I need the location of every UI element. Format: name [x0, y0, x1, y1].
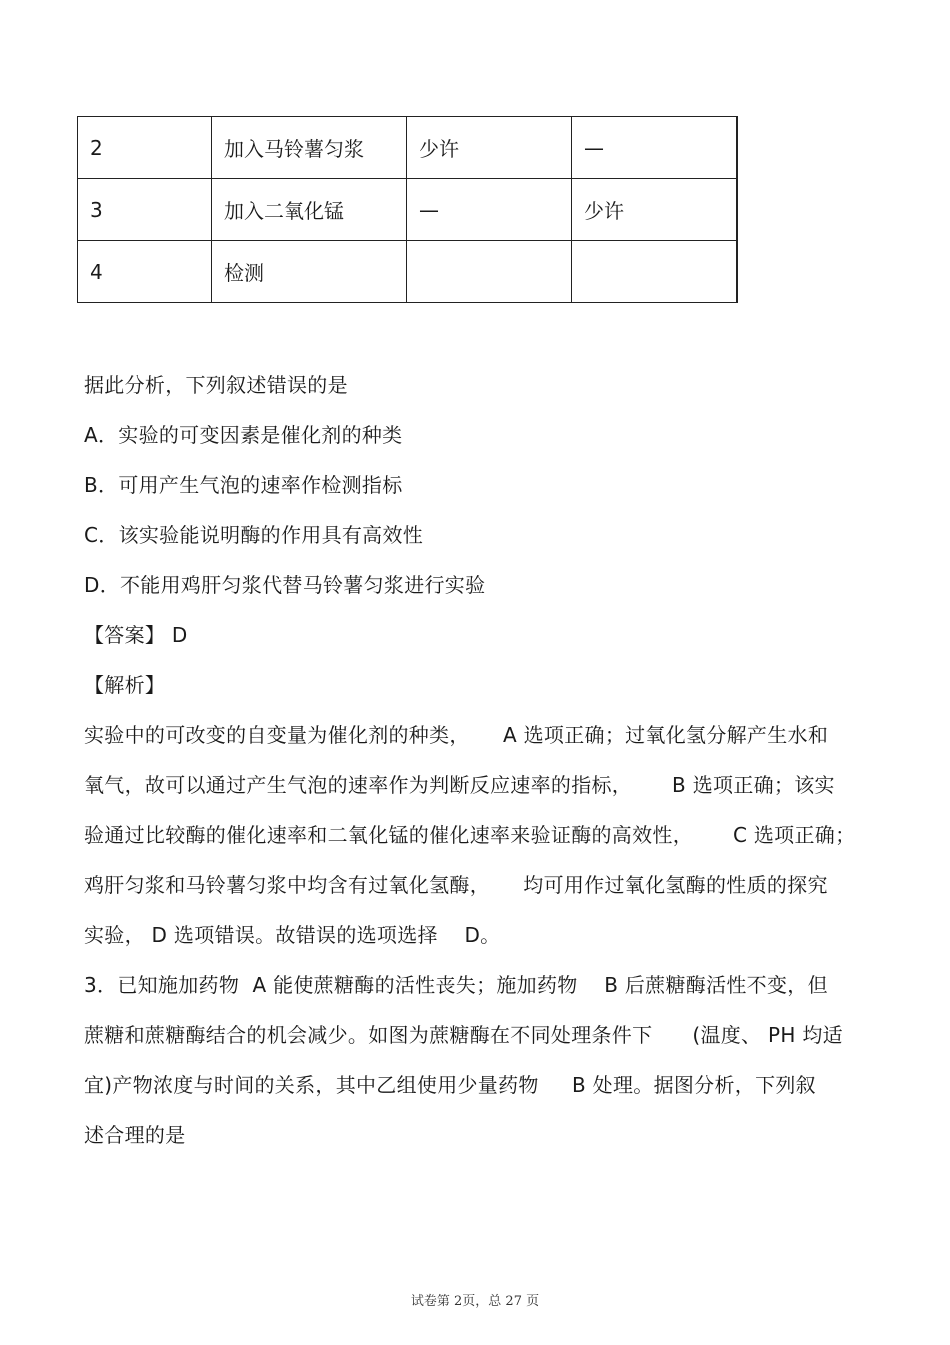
question3-line: 3．已知施加药物 A 能使蔗糖酶的活性丧失；施加药物 B 后蔗糖酶活性不变，但 [84, 973, 828, 997]
table-row [78, 241, 737, 303]
option-d: D．不能用鸡肝匀浆代替马铃薯匀浆进行实验 [84, 573, 486, 597]
option-a: A．实验的可变因素是催化剂的种类 [84, 423, 403, 447]
analysis-line: 实验中的可改变的自变量为催化剂的种类， A 选项正确；过氧化氢分解产生水和 [84, 723, 829, 747]
table-cell: 加入马铃薯匀浆 [212, 117, 407, 179]
question-stem: 据此分析，下列叙述错误的是 [84, 373, 348, 397]
table-cell: 少许 [572, 179, 737, 241]
table-cell: 4 [78, 241, 212, 303]
option-c: C．该实验能说明酶的作用具有高效性 [84, 523, 424, 547]
table-cell: — [572, 117, 737, 179]
page-footer: 试卷第 2页，总 27 页 [410, 1294, 540, 1309]
table-cell [572, 241, 737, 303]
question3-line: 宜)产物浓度与时间的关系，其中乙组使用少量药物 B 处理。据图分析，下列叙 [84, 1073, 816, 1097]
analysis-line: 鸡肝匀浆和马铃薯匀浆中均含有过氧化氢酶， 均可用作过氧化氢酶的性质的探究 [84, 873, 828, 897]
table-row [78, 117, 737, 179]
table-cell: 检测 [212, 241, 407, 303]
table-row [78, 179, 737, 241]
analysis-line: 氧气，故可以通过产生气泡的速率作为判断反应速率的指标， B 选项正确；该实 [84, 773, 835, 797]
table-cell: 3 [78, 179, 212, 241]
answer: 【答案】 D [84, 623, 188, 647]
analysis-line: 验通过比较酶的催化速率和二氧化锰的催化速率来验证酶的高效性， C 选项正确； [84, 823, 856, 847]
table-cell: — [407, 179, 572, 241]
table-cell: 加入二氧化锰 [212, 179, 407, 241]
option-b: B．可用产生气泡的速率作检测指标 [84, 473, 403, 497]
table-cell [407, 241, 572, 303]
question3-line: 蔗糖和蔗糖酶结合的机会减少。如图为蔗糖酶在不同处理条件下 (温度、 PH 均适 [84, 1023, 843, 1047]
experiment-table [77, 116, 738, 303]
table-cell: 少许 [407, 117, 572, 179]
analysis-line: 实验， D 选项错误。故错误的选项选择 D。 [84, 923, 501, 947]
analysis-title: 【解析】 [84, 673, 166, 697]
table-cell: 2 [78, 117, 212, 179]
question3-line: 述合理的是 [84, 1123, 186, 1147]
